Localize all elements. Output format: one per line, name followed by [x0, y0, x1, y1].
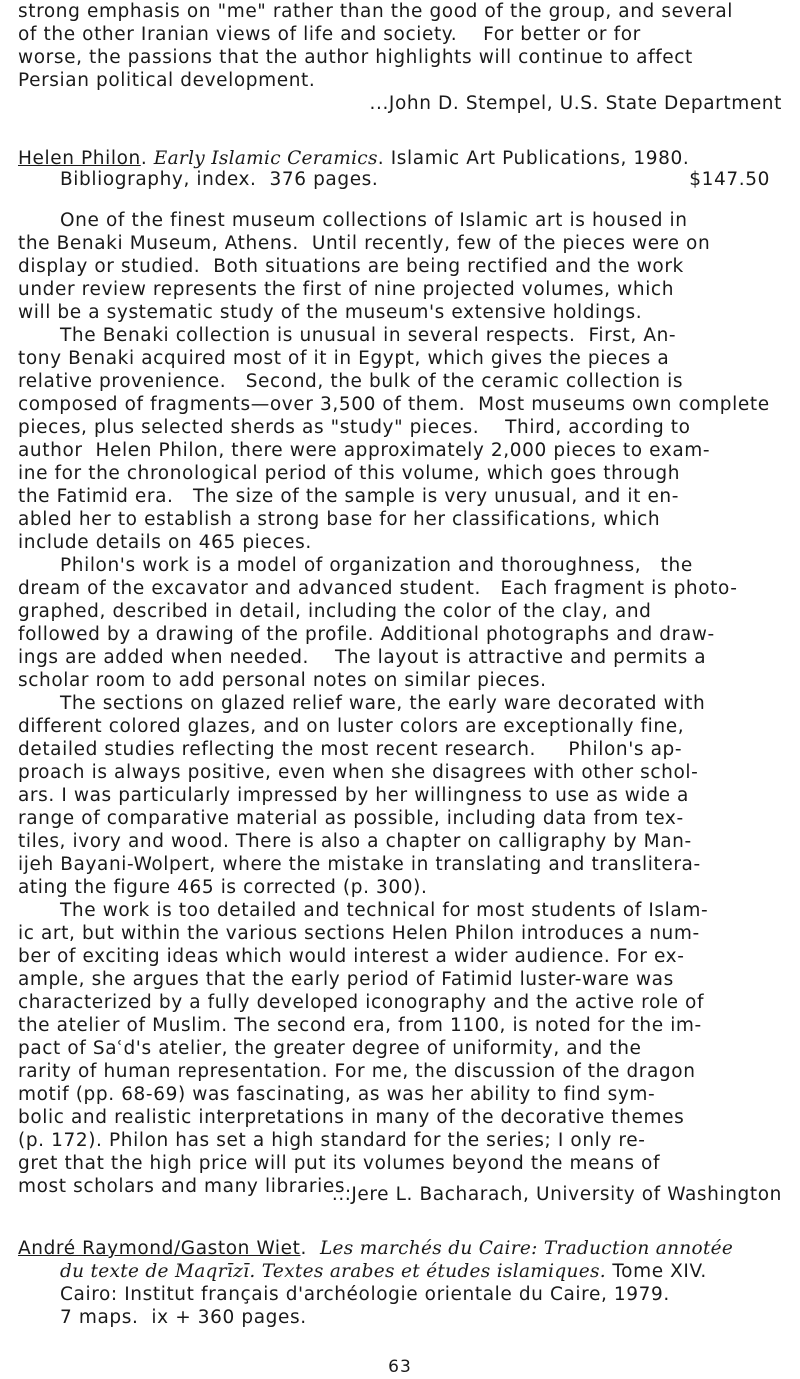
book-subtitle: du texte de Maqrīzī. Textes arabes et études islamiques.	[60, 1261, 606, 1282]
text-line: ating the figure 465 is corrected (p. 300).	[18, 877, 428, 898]
citation-line: Helen Philon. Early Islamic Ceramics. Islamic Art Publications, 1980.	[18, 148, 690, 169]
text-line: abled her to establish a strong base for her classifications, which	[18, 509, 661, 530]
text-line: under review represents the first of nine projected volumes, which	[18, 279, 675, 300]
text-line: ings are added when needed. The layout is attractive and permits a	[18, 647, 707, 668]
text-line: most scholars and many libraries.	[18, 1176, 352, 1197]
text-line: tony Benaki acquired most of it in Egypt, which gives the pieces a	[18, 348, 670, 369]
page-number: 63	[388, 1357, 412, 1377]
book-details: 7 maps. ix + 360 pages.	[60, 1307, 307, 1328]
review-author: Helen Philon	[18, 148, 141, 169]
text-line: will be a systematic study of the museum's extensive holdings.	[18, 302, 643, 323]
text-line: relative provenience. Second, the bulk of the ceramic collection is	[18, 371, 684, 392]
text-line: gret that the high price will put its volumes beyond the means of	[18, 1153, 661, 1174]
text-line: range of comparative material as possible, including data from tex-	[18, 808, 684, 829]
book-details: Bibliography, index. 376 pages.	[60, 169, 379, 190]
book-title: Les marchés du Caire: Traduction annotée	[319, 1238, 734, 1259]
text-line: bolic and realistic interpretations in many of the decorative themes	[18, 1107, 685, 1128]
text-line: the Benaki Museum, Athens. Until recently, few of the pieces were on	[18, 233, 711, 254]
citation-line: André Raymond/Gaston Wiet. Les marchés du Caire: Traduction annotée	[18, 1238, 734, 1259]
text-line: motif (pp. 68-69) was fascinating, as was her ability to find sym-	[18, 1084, 656, 1105]
text-line: scholar room to add personal notes on similar pieces.	[18, 670, 547, 691]
text-line: proach is always positive, even when she disagrees with other schol-	[18, 762, 699, 783]
text-line: the Fatimid era. The size of the sample is very unusual, and it en-	[18, 486, 680, 507]
reviewer-signature: ...John D. Stempel, U.S. State Department	[369, 93, 782, 114]
book-title: Early Islamic Ceramics	[153, 148, 378, 169]
publisher-info: . Islamic Art Publications, 1980.	[377, 148, 690, 169]
text-line: graphed, described in detail, including the color of the clay, and	[18, 601, 652, 622]
text-line: rarity of human representation. For me, the discussion of the dragon	[18, 1061, 696, 1082]
text-line: ample, she argues that the early period of Fatimid luster-ware was	[18, 969, 674, 990]
text-line: author Helen Philon, there were approximately 2,000 pieces to exam-	[18, 440, 711, 461]
text-line: Philon's work is a model of organization and thoroughness, the	[60, 555, 693, 576]
text-line: different colored glazes, and on luster colors are exceptionally fine,	[18, 716, 685, 737]
publisher-info: Cairo: Institut français d'archéologie orientale du Caire, 1979.	[60, 1284, 670, 1305]
text-line: The work is too detailed and technical for most students of Islam-	[60, 900, 709, 921]
text-line: worse, the passions that the author highlights will continue to affect	[18, 47, 693, 68]
text-line: strong emphasis on "me" rather than the good of the group, and several	[18, 1, 734, 22]
text-line: include details on 465 pieces.	[18, 532, 312, 553]
text-line: Persian political development.	[18, 70, 316, 91]
text-line: (p. 172). Philon has set a high standard for the series; I only re-	[18, 1130, 646, 1151]
text-line: pact of Saʿd's atelier, the greater degree of uniformity, and the	[18, 1038, 642, 1059]
book-price: $147.50	[689, 169, 770, 190]
text-line: ars. I was particularly impressed by her willingness to use as wide a	[18, 785, 689, 806]
citation-line-2	[60, 168, 788, 191]
text-line: detailed studies reflecting the most recent research. Philon's ap-	[18, 739, 683, 760]
text-line: pieces, plus selected sherds as "study" pieces. Third, according to	[18, 417, 691, 438]
text-line: ijeh Bayani-Wolpert, where the mistake in translating and translitera-	[18, 854, 701, 875]
review-author: André Raymond/Gaston Wiet	[18, 1238, 301, 1259]
text-line: of the other Iranian views of life and society. For better or for	[18, 24, 641, 45]
text-line: followed by a drawing of the profile. Additional photographs and draw-	[18, 624, 715, 645]
text-line: ber of exciting ideas which would interest a wider audience. For ex-	[18, 946, 685, 967]
text-line: ic art, but within the various sections Helen Philon introduces a num-	[18, 923, 700, 944]
text-line: the atelier of Muslim. The second era, from 1100, is noted for the im-	[18, 1015, 702, 1036]
text-line: tiles, ivory and wood. There is also a chapter on calligraphy by Man-	[18, 831, 692, 852]
text-line: The sections on glazed relief ware, the early ware decorated with	[60, 693, 706, 714]
text-line: One of the finest museum collections of Islamic art is housed in	[60, 210, 688, 231]
text-line: characterized by a fully developed iconography and the active role of	[18, 992, 705, 1013]
text-line: The Benaki collection is unusual in several respects. First, An-	[60, 325, 677, 346]
text-line: display or studied. Both situations are being rectified and the work	[18, 256, 684, 277]
text-line: dream of the excavator and advanced student. Each fragment is photo-	[18, 578, 738, 599]
citation-line-2: du texte de Maqrīzī. Textes arabes et études islamiques. Tome XIV.	[60, 1261, 707, 1282]
reviewer-signature: ...Jere L. Bacharach, University of Washington	[331, 1184, 782, 1205]
text-line: ine for the chronological period of this volume, which goes through	[18, 463, 681, 484]
text-line: composed of fragments—over 3,500 of them. Most museums own complete	[18, 394, 770, 415]
